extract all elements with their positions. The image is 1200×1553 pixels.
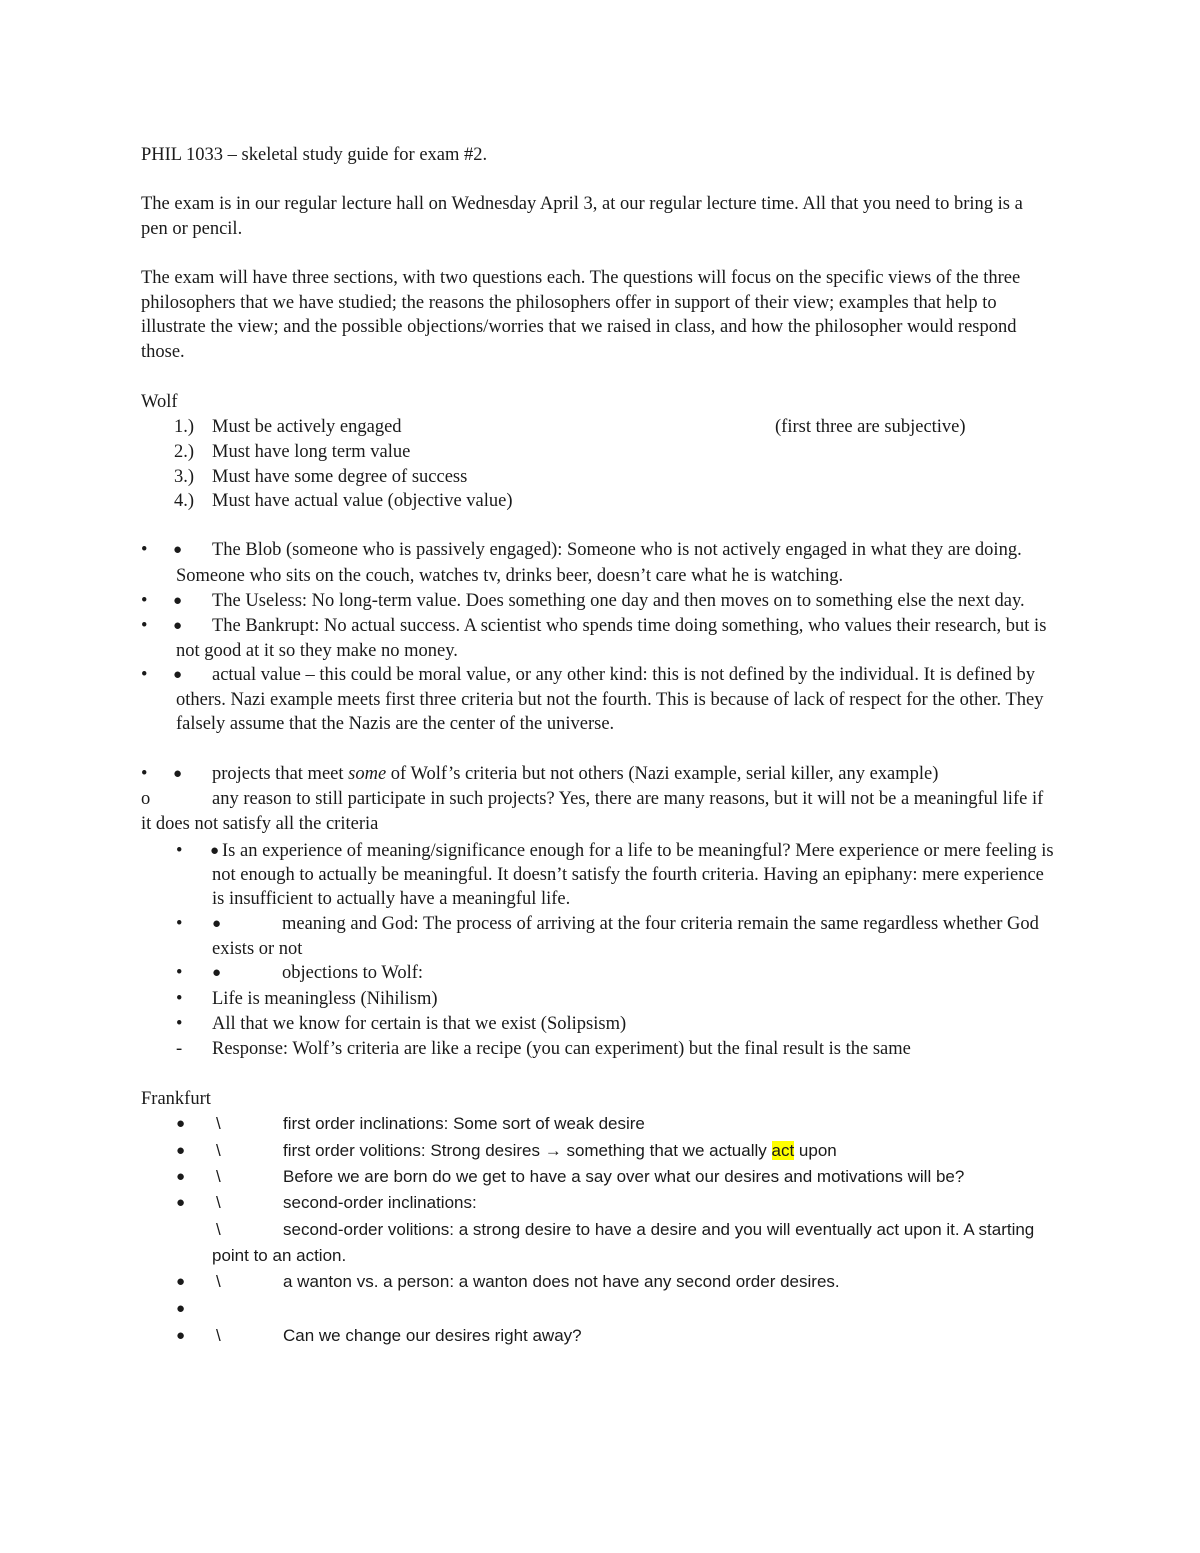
dot-bullet-marker: ● [173,766,183,782]
bullet-marker: • [176,989,183,1009]
experience-line-1: Is an experience of meaning/significance enough for a life to be meaningful? Mere experience or mere feeling is [222,841,1054,861]
projects-text-emphasis: some [348,764,387,784]
dot-bullet-marker: ● [173,542,183,558]
frankfurt-item-2-after: upon [794,1141,837,1160]
criterion-1-number: 1.) [174,417,195,437]
dot-bullet-marker: ● [176,1195,186,1211]
frankfurt-item-2-before: first order volitions: Strong desires → something that we actually [283,1141,772,1160]
objections-text: objections to Wolf: [282,963,424,983]
broken-glyph-marker: \ [216,1114,221,1133]
frankfurt-item-6: a wanton vs. a person: a wanton does not have any second order desires. [283,1272,840,1291]
bullet-marker: • [176,1014,183,1034]
criterion-3-text: Must have some degree of success [212,467,468,487]
broken-glyph-marker: \ [216,1167,221,1186]
useless-text: The Useless: No long-term value. Does something one day and then moves on to something else the next day. [212,591,1025,611]
actual-value-line-3: falsely assume that the Nazis are the center of the universe. [176,714,615,734]
bullet-marker: • [176,914,183,934]
solipsism-text: All that we know for certain is that we exist (Solipsism) [212,1014,627,1034]
criterion-1-text: Must be actively engaged [212,417,402,437]
criterion-2-number: 2.) [174,442,195,462]
broken-glyph-marker: \ [216,1220,221,1239]
dot-bullet-marker: ● [176,1116,186,1132]
nihilism-text: Life is meaningless (Nihilism) [212,989,438,1009]
bullet-marker: • [141,540,148,560]
criterion-4-text: Must have actual value (objective value) [212,491,513,511]
intro-line-1: The exam is in our regular lecture hall on Wednesday April 3, at our regular lecture time. All that you need to bring is a [141,194,1023,214]
reason-line-1: any reason to still participate in such projects? Yes, there are many reasons, but it will not be a meaningful life if [212,789,1044,809]
document-title: PHIL 1033 – skeletal study guide for exam #2. [141,145,488,165]
dot-bullet-marker: ● [173,593,183,609]
sections-line-3: illustrate the view; and the possible objections/worries that we raised in class, and how the philosopher would respond [141,317,1017,337]
bullet-marker: • [141,591,148,611]
actual-value-line-2: others. Nazi example meets first three criteria but not the fourth. This is because of lack of respect for the other. They [176,690,1044,710]
frankfurt-heading: Frankfurt [141,1089,211,1109]
experience-line-3: is insufficient to actually have a meaningful life. [212,889,571,909]
frankfurt-item-7: Can we change our desires right away? [283,1326,582,1345]
dot-bullet-marker: ● [176,1143,186,1159]
frankfurt-item-5-line-1: second-order volitions: a strong desire to have a desire and you will eventually act upon it. A starting [283,1220,1035,1239]
intro-line-2: pen or pencil. [141,219,243,239]
projects-text [212,762,938,787]
circle-marker: o [141,789,151,809]
bullet-marker: • [176,841,183,861]
broken-glyph-marker: \ [216,1272,221,1291]
dot-bullet-marker: ● [176,1328,186,1344]
frankfurt-item-4: second-order inclinations: [283,1193,477,1212]
wolf-heading: Wolf [141,392,178,412]
dot-bullet-marker: ● [173,618,183,634]
bullet-marker: • [141,764,148,784]
dot-bullet-marker: ● [176,1274,186,1290]
bankrupt-line-1: The Bankrupt: No actual success. A scientist who spends time doing something, who values their research, but is [212,616,1047,636]
criterion-3-number: 3.) [174,467,195,487]
god-line-1: meaning and God: The process of arriving at the four criteria remain the same regardless whether God [282,914,1039,934]
reason-line-2: it does not satisfy all the criteria [141,814,379,834]
broken-glyph-marker: \ [216,1326,221,1345]
bullet-marker: • [141,665,148,685]
highlighted-word: act [771,1141,795,1160]
dot-bullet-marker: ● [210,843,220,859]
projects-text-after: of Wolf’s criteria but not others (Nazi example, serial killer, any example) [386,764,939,784]
blob-line-2: Someone who sits on the couch, watches tv, drinks beer, doesn’t care what he is watching. [176,566,844,586]
dot-bullet-marker: ● [212,916,222,932]
experience-line-2: not enough to actually be meaningful. It doesn’t satisfy the fourth criteria. Having an epiphany: mere experience [212,865,1044,885]
frankfurt-item-2 [283,1139,837,1164]
bankrupt-line-2: not good at it so they make no money. [176,641,458,661]
response-text: Response: Wolf’s criteria are like a recipe (you can experiment) but the final result is the same [212,1039,911,1059]
criterion-2-text: Must have long term value [212,442,411,462]
sections-line-4: those. [141,342,185,362]
dot-bullet-marker: ● [212,965,222,981]
projects-text-before: projects that meet [212,764,349,784]
frankfurt-item-5-line-2: point to an action. [212,1246,347,1265]
criteria-note: (first three are subjective) [775,417,966,437]
dash-marker: - [176,1039,183,1059]
actual-value-line-1: actual value – this could be moral value, or any other kind: this is not defined by the individual. It is defined by [212,665,1036,685]
frankfurt-item-1: first order inclinations: Some sort of weak desire [283,1114,645,1133]
blob-line-1: The Blob (someone who is passively engaged): Someone who is not actively engaged in what they are doing. [212,540,1022,560]
sections-line-1: The exam will have three sections, with two questions each. The questions will focus on the specific views of the three [141,268,1021,288]
dot-bullet-marker: ● [176,1169,186,1185]
dot-bullet-marker: ● [173,667,183,683]
god-line-2: exists or not [212,939,303,959]
sections-line-2: philosophers that we have studied; the reasons the philosophers offer in support of their view; examples that help to [141,293,997,313]
broken-glyph-marker: \ [216,1141,221,1160]
criterion-4-number: 4.) [174,491,195,511]
broken-glyph-marker: \ [216,1193,221,1212]
bullet-marker: • [141,616,148,636]
frankfurt-item-3: Before we are born do we get to have a say over what our desires and motivations will be? [283,1167,965,1186]
dot-bullet-marker: ● [176,1301,186,1317]
bullet-marker: • [176,963,183,983]
